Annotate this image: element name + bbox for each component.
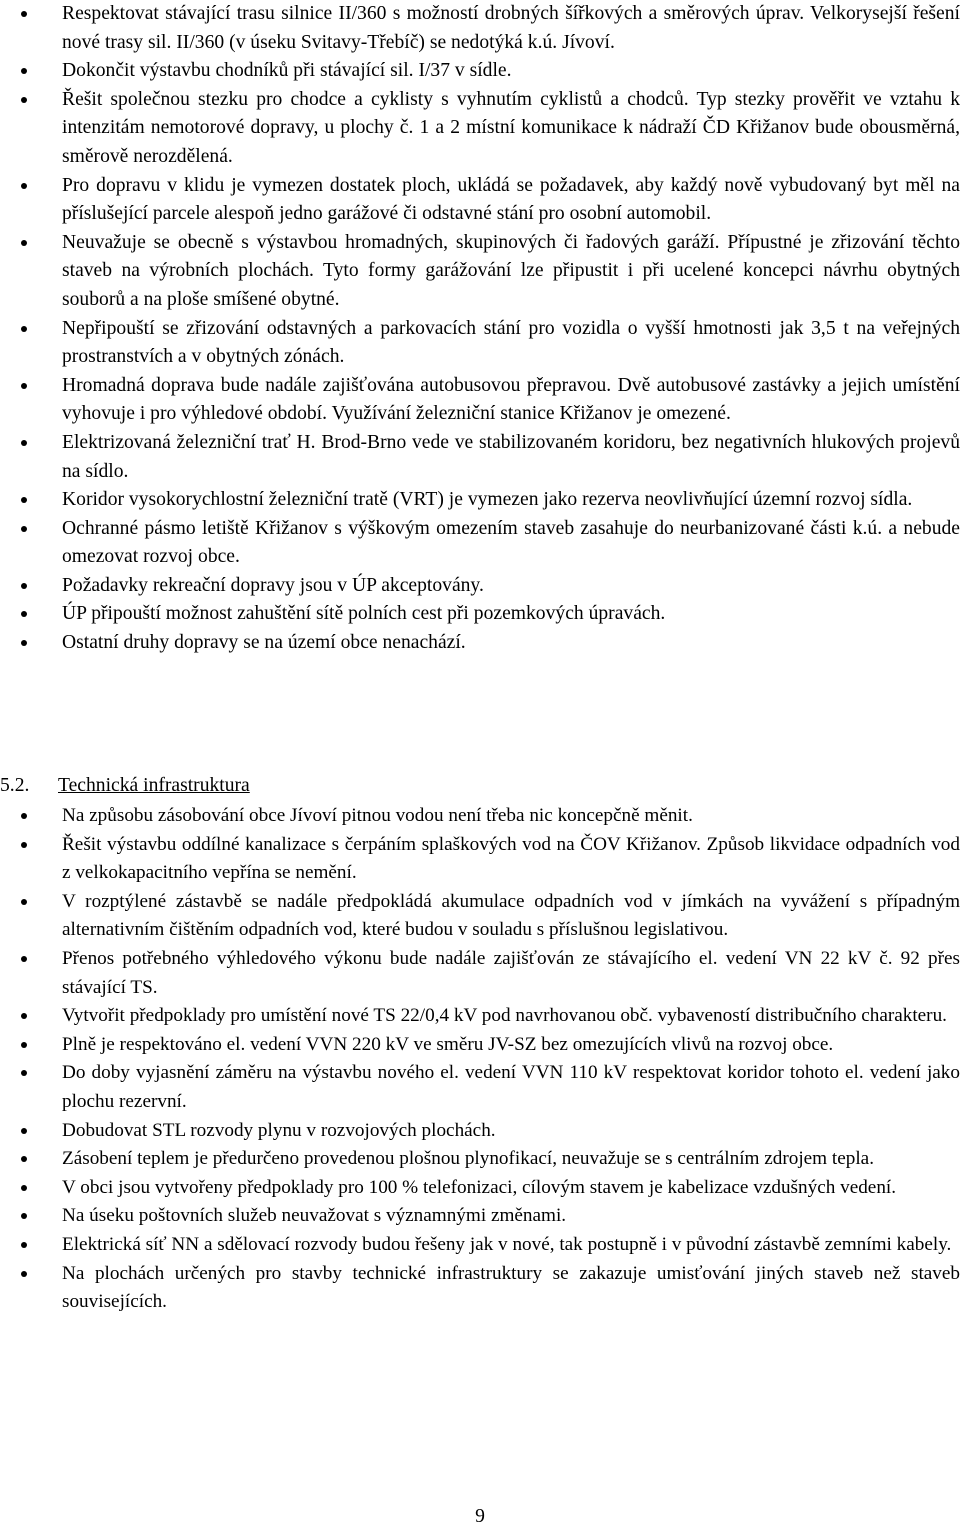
list-item-text: Požadavky rekreační dopravy jsou v ÚP akceptovány.	[62, 574, 484, 596]
list-item	[20, 888, 960, 945]
list-item-text: Koridor vysokorychlostní železniční tratě (VRT) je vymezen jako rezerva neovlivňující územní rozvoj sídla.	[62, 489, 913, 511]
list-item-text: Řešit výstavbu oddílné kanalizace s čerpáním splaškových vod na ČOV Křižanov. Způsob likvidace odpadních vod z velkokapacitního vepřína se nemění.	[62, 833, 960, 884]
list-item-text: Hromadná doprava bude nadále zajišťována autobusovou přepravou. Dvě autobusové zastávky a jejich umístění vyhovuje i pro výhledové období. Využívání železniční stanice Křižanov je omezené.	[62, 374, 960, 425]
list-item-text: Elektrická síť NN a sdělovací rozvody budou řešeny jak v nové, tak postupně i v původní zástavbě zemními kabely.	[62, 1233, 952, 1255]
bullet-icon	[21, 640, 27, 646]
section-title: Technická infrastruktura	[58, 775, 250, 796]
list-item	[20, 1031, 960, 1060]
list-item-text: Řešit společnou stezku pro chodce a cyklisty s vyhnutím cyklistů a chodců. Typ stezky prověřit ve vztahu k intenzitám nemotorové dopravy, u plochy č. 1 a 2 místní komunikace k nádraží ČD Křižanov bude obousměrná, směrově nerozdělená.	[62, 88, 960, 167]
list-item-text: Nepřipouští se zřizování odstavných a parkovacích stání pro vozidla o vyšší hmotnosti jak 3,5 t na veřejných prostranstvích a v obytných zónách.	[62, 317, 960, 368]
list-item	[20, 1202, 960, 1231]
list-item-text: V rozptýlené zástavbě se nadále předpokládá akumulace odpadních vod v jímkách na vyvážení s případným alternativním čištěním odpadních vod, které budou v souladu s příslušnou legislativou.	[62, 890, 960, 941]
bullet-icon	[21, 11, 27, 17]
bullet-icon	[21, 1242, 27, 1248]
bullet-icon	[21, 1013, 27, 1019]
bullet-icon	[21, 326, 27, 332]
list-item-text: Na plochách určených pro stavby technické infrastruktury se zakazuje umisťování jiných staveb než staveb souvisejících.	[62, 1262, 960, 1313]
list-item	[20, 1059, 960, 1116]
list-item	[20, 831, 960, 888]
bullet-icon	[21, 583, 27, 589]
list-item	[20, 802, 960, 831]
bullet-icon	[21, 68, 27, 74]
list-item-text: Neuvažuje se obecně s výstavbou hromadných, skupinových či řadových garáží. Přípustné je zřizování těchto staveb na výrobních plochách. Tyto formy garážování lze připustit i při ucelené koncepci návrhu obytných souborů a na ploše smíšené obytné.	[62, 231, 960, 310]
list-item	[20, 486, 960, 515]
list-item-text: Elektrizovaná železniční trať H. Brod-Brno vede ve stabilizovaném koridoru, bez negativních hlukových projevů na sídlo.	[62, 431, 960, 482]
list-item	[20, 572, 960, 601]
bullet-icon	[21, 240, 27, 246]
list-item	[20, 86, 960, 172]
transport-list	[20, 0, 960, 658]
list-item-text: Ochranné pásmo letiště Křižanov s výškovým omezením staveb zasahuje do neurbanizované části k.ú. a nebude omezovat rozvoj obce.	[62, 517, 960, 568]
list-item	[20, 0, 960, 57]
list-item	[20, 315, 960, 372]
list-item-text: Zásobení teplem je předurčeno provedenou plošnou plynofikací, neuvažuje se s centrálním zdrojem tepla.	[62, 1148, 874, 1170]
page-number: 9	[475, 1506, 485, 1527]
list-item-text: Plně je respektováno el. vedení VVN 220 kV ve směru JV-SZ bez omezujících vlivů na rozvoj obce.	[62, 1033, 834, 1055]
bullet-icon	[21, 899, 27, 905]
bullet-icon	[21, 1042, 27, 1048]
list-item-text: Na způsobu zásobování obce Jívoví pitnou vodou není třeba nic koncepčně měnit.	[62, 805, 693, 826]
list-item-text: Dokončit výstavbu chodníků při stávající sil. I/37 v sídle.	[62, 60, 512, 82]
list-item	[20, 629, 960, 658]
bullet-icon	[21, 440, 27, 446]
list-item	[20, 945, 960, 1002]
bullet-icon	[21, 497, 27, 503]
list-item-text: Přenos potřebného výhledového výkonu bude nadále zajišťován ze stávajícího el. vedení VN 22 kV č. 92 přes stávající TS.	[62, 947, 960, 998]
bullet-icon	[21, 956, 27, 962]
list-item-text: Dobudovat STL rozvody plynu v rozvojových plochách.	[62, 1119, 496, 1141]
list-item	[20, 1002, 960, 1031]
list-item	[20, 1174, 960, 1203]
bullet-icon	[21, 1271, 27, 1277]
bullet-icon	[21, 1128, 27, 1134]
list-item	[20, 1260, 960, 1317]
list-item	[20, 429, 960, 486]
bullet-icon	[21, 1213, 27, 1219]
bullet-icon	[21, 526, 27, 532]
bullet-icon	[21, 1070, 27, 1076]
list-item	[20, 172, 960, 229]
list-item	[20, 1145, 960, 1174]
bullet-icon	[21, 842, 27, 848]
bullet-icon	[21, 611, 27, 617]
infrastructure-list	[20, 802, 960, 1317]
list-item-text: Na úseku poštovních služeb neuvažovat s významnými změnami.	[62, 1205, 567, 1227]
bullet-icon	[21, 813, 27, 819]
section-heading	[0, 772, 250, 800]
list-item	[20, 1117, 960, 1146]
bullet-icon	[21, 183, 27, 189]
list-item-text: Pro dopravu v klidu je vymezen dostatek ploch, ukládá se požadavek, aby každý nově vybudovaný byt měl na příslušející parcele alespoň jedno garážové či odstavné stání pro osobní automobil.	[62, 174, 960, 225]
list-item-text: ÚP připouští možnost zahuštění sítě polních cest při pozemkových úpravách.	[62, 603, 666, 625]
section-number: 5.2.	[0, 775, 30, 796]
list-item-text: Do doby vyjasnění záměru na výstavbu nového el. vedení VVN 110 kV respektovat koridor tohoto el. vedení jako plochu rezervní.	[62, 1062, 960, 1112]
list-item	[20, 229, 960, 315]
list-item	[20, 600, 960, 629]
list-item-text: Ostatní druhy dopravy se na území obce nenachází.	[62, 632, 466, 654]
bullet-icon	[21, 1156, 27, 1162]
list-item-text: V obci jsou vytvořeny předpoklady pro 100 % telefonizaci, cílovým stavem je kabelizace vzdušných vedení.	[62, 1176, 897, 1198]
bullet-icon	[21, 1185, 27, 1191]
list-item	[20, 57, 960, 86]
list-item	[20, 1231, 960, 1260]
list-item-text: Vytvořit předpoklady pro umístění nové TS 22/0,4 kV pod navrhovanou obč. vybaveností distribučního charakteru.	[62, 1005, 947, 1027]
bullet-icon	[21, 383, 27, 389]
list-item	[20, 372, 960, 429]
bullet-icon	[21, 97, 27, 103]
list-item-text: Respektovat stávající trasu silnice II/360 s možností drobných šířkových a směrových úprav. Velkorysejší řešení nové trasy sil. II/360 (v úseku Svitavy-Třebíč) se nedotýká k.ú. Jívoví.	[62, 3, 960, 53]
list-item	[20, 515, 960, 572]
